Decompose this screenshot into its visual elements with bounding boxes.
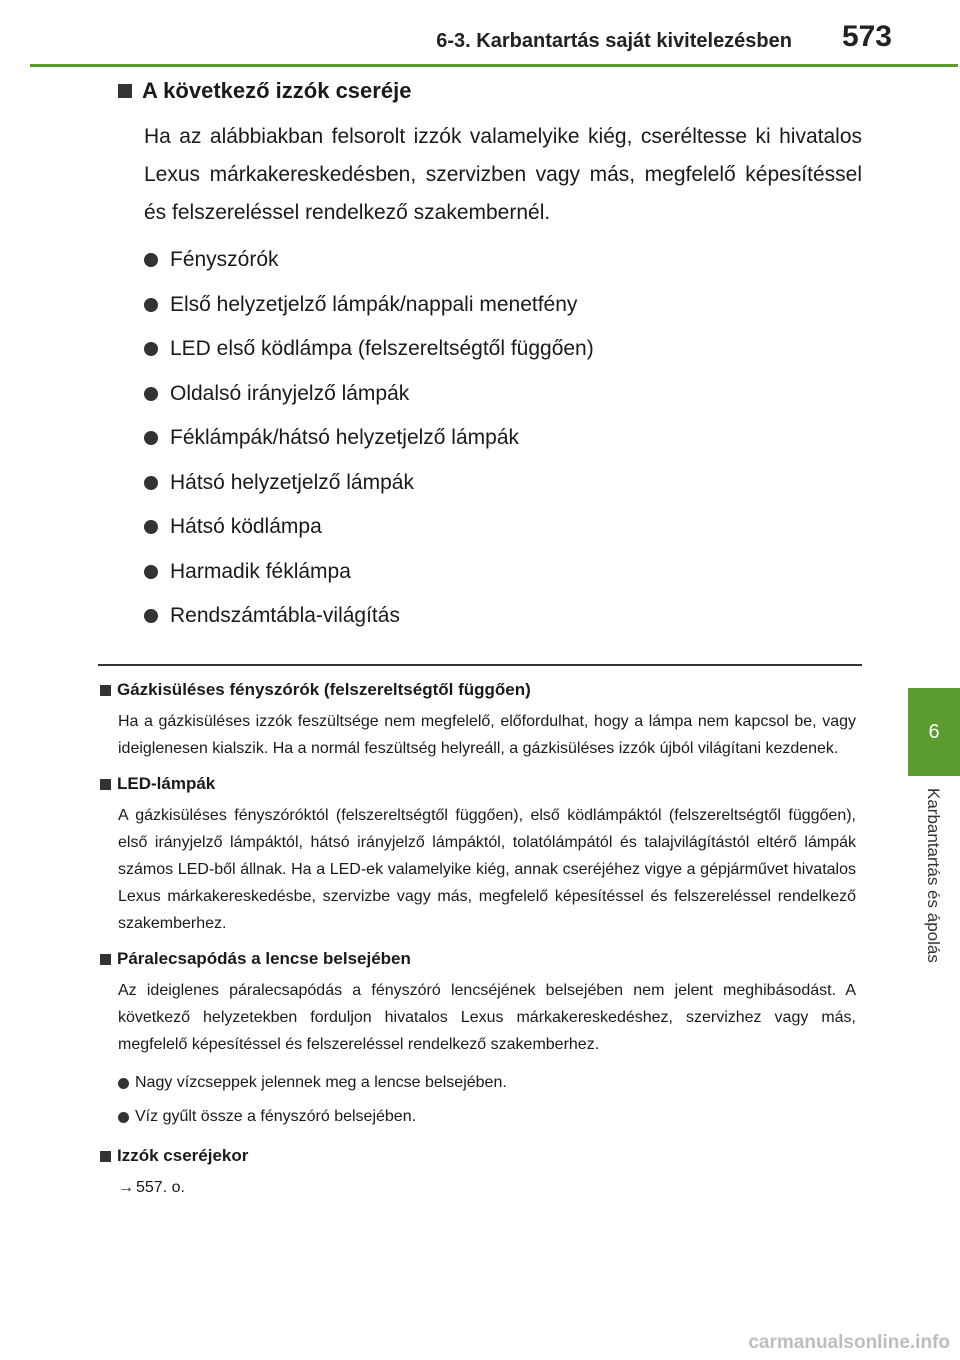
page-reference[interactable]: [118, 1174, 856, 1201]
dot-bullet-icon: [144, 476, 158, 490]
chapter-label: Karbantartás és ápolás: [924, 788, 943, 963]
chapter-tab[interactable]: 6: [908, 688, 960, 776]
list-item-text: Nagy vízcseppek jelennek meg a lencse belsejében.: [135, 1074, 507, 1091]
dot-bullet-icon: [144, 298, 158, 312]
header-title: 6-3. Karbantartás saját kivitelezésben: [436, 30, 792, 52]
dot-bullet-icon: [144, 431, 158, 445]
list-item-text: Első helyzetjelző lámpák/nappali menetfény: [170, 292, 578, 316]
list-item: [144, 416, 862, 461]
square-bullet-icon: [118, 84, 132, 98]
list-item-text: Hátsó helyzetjelző lámpák: [170, 470, 414, 494]
square-bullet-icon: [100, 779, 111, 790]
note: [100, 774, 856, 937]
note-title: [100, 949, 856, 969]
list-item-text: Oldalsó irányjelző lámpák: [170, 381, 410, 405]
square-bullet-icon: [100, 685, 111, 696]
dot-bullet-icon: [144, 253, 158, 267]
header-rule: [30, 64, 958, 67]
dot-bullet-icon: [144, 609, 158, 623]
list-item: [144, 505, 862, 550]
arrow-right-icon: →: [118, 1179, 134, 1196]
list-item-text: LED első ködlámpa (felszereltségtől függően): [170, 337, 594, 361]
section-divider: [98, 664, 862, 666]
note: [100, 680, 856, 762]
dot-bullet-icon: [118, 1078, 129, 1089]
note-title-text: Páralecsapódás a lencse belsejében: [117, 949, 411, 968]
list-item-text: Féklámpák/hátsó helyzetjelző lámpák: [170, 426, 520, 450]
list-item: [144, 238, 862, 283]
dot-bullet-icon: [144, 520, 158, 534]
list-item-text: Hátsó ködlámpa: [170, 515, 322, 539]
list-item: [144, 550, 862, 595]
square-bullet-icon: [100, 954, 111, 965]
watermark: carmanualsonline.info: [748, 1332, 950, 1353]
note-text: A gázkisüléses fényszóróktól (felszereltségtől függően), első ködlámpáktól (felszereltségtől függően), első irányjelző lámpáktól, hátsó irányjelző lámpáktól, tolatólámpától és talajvilágítástól eltérő lámpák számos LED-ből állnak. Ha a LED-ek valamelyike kiég, annak cseréjéhez vigye a gépjárművet hivatalos Lexus márkakereskedésbe, szervizbe vagy más, megfelelő képesítéssel és felszereléssel rendelkező szakemberhez.: [118, 807, 856, 932]
section-title: [118, 78, 862, 104]
note-bullets: [118, 1066, 856, 1134]
note-title: [100, 774, 856, 794]
dot-bullet-icon: [144, 342, 158, 356]
intro-paragraph: Ha az alábbiakban felsorolt izzók valamelyike kiég, cseréltesse ki hivatalos Lexus márkakereskedésben, szervizben vagy más, megfelelő képesítéssel és felszereléssel rendelkező szakembernél.: [144, 125, 862, 224]
note-title-text: Izzók cseréjekor: [117, 1146, 249, 1165]
note-text: Az ideiglenes páralecsapódás a fényszóró lencséjének belsejében nem jelent meghibásodást. A következő helyzetekben forduljon hivatalos Lexus márkakereskedéshez, szervizhez vagy más, megfelelő képesítéssel és felszereléssel rendelkező szakemberhez.: [118, 982, 856, 1053]
note-title-text: LED-lámpák: [117, 774, 216, 793]
page-number: 573: [841, 20, 892, 53]
list-item-text: Harmadik féklámpa: [170, 559, 351, 583]
dot-bullet-icon: [118, 1112, 129, 1123]
dot-bullet-icon: [144, 565, 158, 579]
list-item: [144, 594, 862, 639]
dot-bullet-icon: [144, 387, 158, 401]
list-item: [144, 283, 862, 328]
list-item: [144, 372, 862, 417]
list-item: [118, 1066, 856, 1100]
note: [100, 949, 856, 1134]
note-title: [100, 1146, 856, 1166]
note-title: [100, 680, 856, 700]
list-item: [144, 461, 862, 506]
list-item-text: Fényszórók: [170, 248, 279, 272]
note-title-text: Gázkisüléses fényszórók (felszereltségtől függően): [117, 680, 531, 699]
bulb-list: [144, 238, 862, 639]
list-item: [118, 1100, 856, 1134]
list-item: [144, 327, 862, 372]
note-text: Ha a gázkisüléses izzók feszültsége nem megfelelő, előfordulhat, hogy a lámpa nem kapcsol be, vagy ideiglenesen kialszik. Ha a normál feszültség helyreáll, a gázkisüléses izzók újból világítani kezdenek.: [118, 713, 856, 757]
list-item-text: Víz gyűlt össze a fényszóró belsejében.: [135, 1108, 417, 1125]
note: [100, 1146, 856, 1201]
list-item-text: Rendszámtábla-világítás: [170, 604, 400, 628]
page-reference-text: 557. o.: [136, 1179, 185, 1196]
notes-section: [100, 680, 856, 1213]
square-bullet-icon: [100, 1151, 111, 1162]
section-title-text: A következő izzók cseréje: [142, 78, 412, 103]
main-section: [118, 78, 862, 639]
